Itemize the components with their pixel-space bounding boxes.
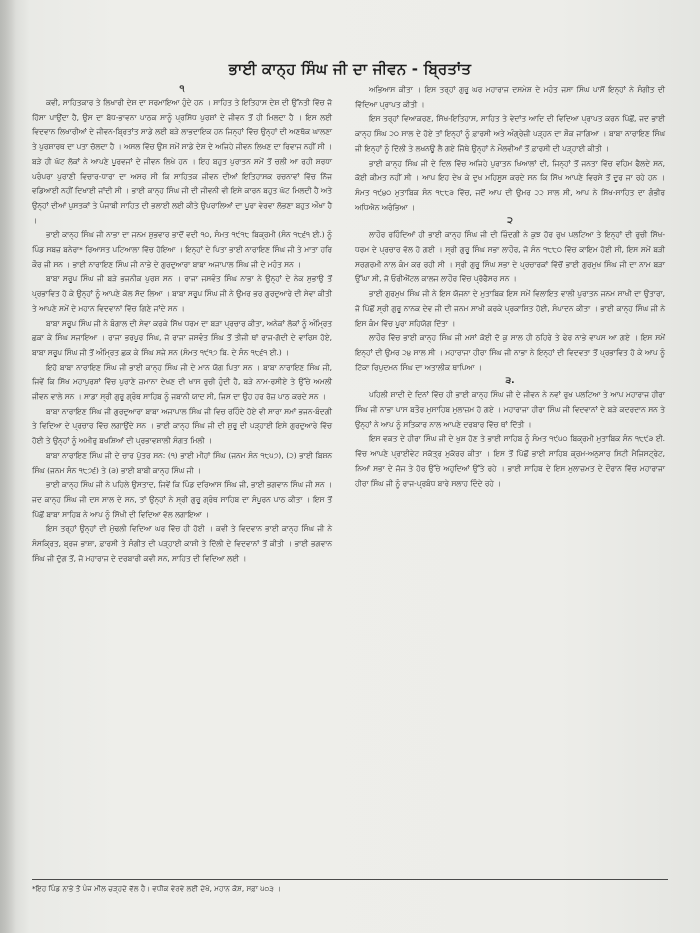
footnote-rule [32,879,668,880]
paragraph: ਭਾਈ ਕਾਨ੍ਹ ਸਿੰਘ ਜੀ ਨੇ ਪਹਿਲੇ ਉਸਤਾਦ, ਜਿਵੇਂ ਕਿ ਪਿੰਡ ਦਰਿਆਸ ਸਿੰਘ ਜੀ, ਭਾਈ ਭਗਵਾਨ ਸਿੰਘ ਜੀ ਸਨ । ਜਦ ਕਾਨ੍ਹ ਸਿੰਘ ਜੀ ਦਸ ਸਾਲ ਦੇ ਸਨ, ਤਾਂ ਉਨ੍ਹਾਂ ਨੇ ਸ੍ਰੀ ਗੁਰੂ ਗ੍ਰੰਥ ਸਾਹਿਬ ਦਾ ਸੰਪੂਰਨ ਪਾਠ ਕੀਤਾ । ਇਸ ਤੋਂ ਪਿੱਛੋਂ ਬਾਬਾ ਸਾਹਿਬ ਨੇ ਆਪ ਨੂੰ ਸਿੱਖੀ ਦੀ ਵਿਦਿਆ ਵੱਲ ਲਗਾਇਆ । [32,480,332,519]
paragraph: ਲਾਹੌਰ ਰਹਿੰਦਿਆਂ ਹੀ ਭਾਈ ਕਾਨ੍ਹ ਸਿੰਘ ਜੀ ਦੀ ਜ਼ਿੰਦਗੀ ਨੇ ਕੁਝ ਹੋਰ ਰੁਖ ਪਲਟਿਆ ਤੇ ਇਨ੍ਹਾਂ ਦੀ ਰੁਚੀ ਸਿੱਖ-ਧਰਮ ਦੇ ਪ੍ਰਚਾਰ ਵੱਲ ਹੋ ਗਈ । ਸ੍ਰੀ ਗੁਰੂ ਸਿੰਘ ਸਭਾ ਲਾਹੌਰ, ਜੋ ਸੰਨ ੧੮੮੦ ਵਿੱਚ ਕਾਇਮ ਹੋਈ ਸੀ, ਇਸ ਸਮੇਂ ਬੜੀ ਸਰਗਰਮੀ ਨਾਲ ਕੰਮ ਕਰ ਰਹੀ ਸੀ । ਸ੍ਰੀ ਗੁਰੂ ਸਿੰਘ ਸਭਾ ਦੇ ਪ੍ਰਚਾਰਕਾਂ ਵਿੱਚੋਂ ਭਾਈ ਗੁਰਮੁਖ ਸਿੰਘ ਜੀ ਦਾ ਨਾਮ ਬੜਾ ਉੱਘਾ ਸੀ, ਜੋ ਓਰੀਐਂਟਲ ਕਾਲਜ ਲਾਹੌਰ ਵਿੱਚ ਪ੍ਰੋਫੈਸਰ ਸਨ । [355,230,665,284]
paragraph: ਇਸ ਤਰ੍ਹਾਂ ਵਿਆਕਰਣ, ਸਿੱਖ-ਇਤਿਹਾਸ, ਸਾਹਿਤ ਤੇ ਵੇਦਾਂਤ ਆਦਿ ਦੀ ਵਿਦਿਆ ਪ੍ਰਾਪਤ ਕਰਨ ਪਿੱਛੋਂ, ਜਦ ਭਾਈ ਕਾਨ੍ਹ ਸਿੰਘ ੨੦ ਸਾਲ ਦੇ ਹੋਏ ਤਾਂ ਇਨ੍ਹਾਂ ਨੂੰ ਫ਼ਾਰਸੀ ਅਤੇ ਅੰਗ੍ਰੇਜ਼ੀ ਪੜ੍ਹਨ ਦਾ ਸ਼ੌਕ ਜਾਗਿਆ । ਬਾਬਾ ਨਾਰਾਇਣ ਸਿੰਘ ਜੀ ਇਨ੍ਹਾਂ ਨੂੰ ਦਿੱਲੀ ਤੇ ਲਖਨਊ ਲੈ ਗਏ ਜਿੱਥੇ ਉਨ੍ਹਾਂ ਨੇ ਮੌਲਵੀਆਂ ਤੋਂ ਫ਼ਾਰਸੀ ਦੀ ਪੜ੍ਹਾਈ ਕੀਤੀ । [355,114,665,153]
left-column [32,83,332,567]
paragraph: ਬਾਬਾ ਸਰੂਪ ਸਿੰਘ ਜੀ ਬੜੇ ਭਜਨੀਕ ਪੁਰਸ਼ ਸਨ । ਰਾਜਾ ਜਸਵੰਤ ਸਿੰਘ ਨਾਭਾ ਨੇ ਉਨ੍ਹਾਂ ਦੇ ਨੇਕ ਸੁਭਾਉ ਤੋਂ ਪ੍ਰਭਾਵਿਤ ਹੋ ਕੇ ਉਨ੍ਹਾਂ ਨੂੰ ਆਪਣੇ ਕੋਲ ਸੱਦ ਲਿਆ । ਬਾਬਾ ਸਰੂਪ ਸਿੰਘ ਜੀ ਨੇ ਉਮਰ ਭਰ ਗੁਰਦੁਆਰੇ ਦੀ ਸੇਵਾ ਕੀਤੀ ਤੇ ਆਪਣੇ ਸਮੇਂ ਦੇ ਮਹਾਨ ਵਿਦਵਾਨਾਂ ਵਿੱਚ ਗਿਣੇ ਜਾਂਦੇ ਸਨ । [32,274,332,313]
paragraph: ਲਾਹੌਰ ਵਿੱਚ ਭਾਈ ਕਾਨ੍ਹ ਸਿੰਘ ਜੀ ਮਸਾਂ ਕੋਈ ਦੋ ਕੁ ਸਾਲ ਹੀ ਠਹਿਰੇ ਤੇ ਫੇਰ ਨਾਭੇ ਵਾਪਸ ਆ ਗਏ । ਇਸ ਸਮੇਂ ਇਨ੍ਹਾਂ ਦੀ ਉਮਰ ੨੪ ਸਾਲ ਸੀ । ਮਹਾਰਾਜਾ ਹੀਰਾ ਸਿੰਘ ਜੀ ਨਾਭਾ ਨੇ ਇਨ੍ਹਾਂ ਦੀ ਵਿਦਵਤਾ ਤੋਂ ਪ੍ਰਭਾਵਿਤ ਹੋ ਕੇ ਆਪ ਨੂੰ ਟਿੱਕਾ ਰਿਪੁਦਮਨ ਸਿੰਘ ਦਾ ਅਤਾਲੀਕ ਥਾਪਿਆ । [355,333,665,372]
page-title: ਭਾਈ ਕਾਨ੍ਹ ਸਿੰਘ ਜੀ ਦਾ ਜੀਵਨ - ਬ੍ਰਿਤਾਂਤ [228,60,472,78]
paragraph: ਬਾਬਾ ਨਾਰਾਇਣ ਸਿੰਘ ਜੀ ਦੇ ਚਾਰ ਪੁੱਤਰ ਸਨ: (੧) ਭਾਈ ਮੀਹਾਂ ਸਿੰਘ (ਜਨਮ ਸੰਨ ੧੮੫੭), (੨) ਭਾਈ ਬਿਸ਼ਨ ਸਿੰਘ (ਜਨਮ ਸੰਨ ੧੮੭੬) ਤੇ (੩) ਭਾਈ ਬਾਬੀ ਕਾਨ੍ਹ ਸਿੰਘ ਜੀ । [32,450,332,475]
footnote: *ਇਹ ਪਿੰਡ ਨਾਭੇ ਤੋਂ ਪੰਜ ਮੀਲ ਚੜ੍ਹਦੇ ਵੱਲ ਹੈ। ਵਧੀਕ ਵੇਰਵੇ ਲਈ ਦੇਖੋ, ਮਹਾਨ ਕੋਸ਼, ਸਫ਼ਾ ੫੦੩ । [32,884,281,893]
paragraph: ਕਵੀ, ਸਾਹਿਤਕਾਰ ਤੇ ਲਿਖਾਰੀ ਦੇਸ਼ ਦਾ ਸਰਮਾਇਆ ਹੁੰਦੇ ਹਨ । ਸਾਹਿਤ ਤੇ ਇਤਿਹਾਸ ਦੇਸ਼ ਦੀ ਉੱਨਤੀ ਵਿੱਚ ਜੋ ਹਿੱਸਾ ਪਾਉਂਦਾ ਹੈ, ਉਸ ਦਾ ਬੋਧ-ਭਾਵਨਾ ਪਾਠਕ ਸਾਨੂੰ ਪ੍ਰਸਿੱਧ ਪੁਰਸ਼ਾਂ ਦੇ ਜੀਵਨ ਤੋਂ ਹੀ ਮਿਲਦਾ ਹੈ । ਇਸ ਲਈ ਵਿਦਵਾਨ ਲਿਖਾਰੀਆਂ ਦੇ ਜੀਵਨ-ਬ੍ਰਿਤਾਂਤ ਸਾਡੇ ਲਈ ਬੜੇ ਲਾਭਦਾਇਕ ਹਨ ਜਿਨ੍ਹਾਂ ਵਿੱਚ ਉਨ੍ਹਾਂ ਦੀ ਅਣਥੱਕ ਘਾਲਣਾ ਤੇ ਪੁਰਸ਼ਾਰਥ ਦਾ ਪਤਾ ਚੱਲਦਾ ਹੈ । ਅਸਲ ਵਿੱਚ ਉਸ ਸਮੇਂ ਸਾਡੇ ਦੇਸ਼ ਦੇ ਅਜਿਹੇ ਜੀਵਨ ਲਿਖਣ ਦਾ ਰਿਵਾਜ ਨਹੀਂ ਸੀ । ਬੜੇ ਹੀ ਘੱਟ ਲੋਕਾਂ ਨੇ ਆਪਣੇ ਪੂਰਵਜਾਂ ਦੇ ਜੀਵਨ ਲਿਖੇ ਹਨ । ਇਹ ਬਹੁਤ ਪੁਰਾਤਨ ਸਮੇਂ ਤੋਂ ਚਲੀ ਆ ਰਹੀ ਸ਼ਰਧਾ ਪਰੰਪਰਾ ਪੁਰਾਣੀ ਵਿਚਾਰ-ਧਾਰਾ ਦਾ ਅਸਰ ਸੀ ਕਿ ਸਾਹਿਤਕ ਜੀਵਨ ਦੀਆਂ ਇਤਿਹਾਸਕ ਰਚਨਾਵਾਂ ਵਿੱਚ ਨਿੱਜ ਵਡਿਆਈ ਨਹੀਂ ਦਿਖਾਈ ਜਾਂਦੀ ਸੀ । ਭਾਈ ਕਾਨ੍ਹ ਸਿੰਘ ਜੀ ਦੀ ਜੀਵਨੀ ਵੀ ਇਸੇ ਕਾਰਨ ਬਹੁਤ ਘੱਟ ਮਿਲਦੀ ਹੈ ਅਤੇ ਉਨ੍ਹਾਂ ਦੀਆਂ ਪੁਸਤਕਾਂ ਤੇ ਪੰਜਾਬੀ ਸਾਹਿਤ ਦੀ ਭਲਾਈ ਲਈ ਕੀਤੇ ਉਪਰਾਲਿਆਂ ਦਾ ਪੂਰਾ ਵੇਰਵਾ ਲੱਭਣਾ ਬਹੁਤ ਔਖਾ ਹੈ । [32,98,333,225]
paragraph: ਭਾਈ ਗੁਰਮੁਖ ਸਿੰਘ ਜੀ ਨੇ ਇਸ ਯੋਜਨਾ ਦੇ ਮੁਤਾਬਿਕ ਇਸ ਸਮੇਂ ਵਿਲਾਇਤ ਵਾਲੀ ਪੁਰਾਤਨ ਜਨਮ ਸਾਖੀ ਦਾ ਉਤਾਰਾ, ਜੋ ਪਿੱਛੋਂ ਸ੍ਰੀ ਗੁਰੂ ਨਾਨਕ ਦੇਵ ਜੀ ਦੀ ਜਨਮ ਸਾਖੀ ਕਰਕੇ ਪ੍ਰਕਾਸ਼ਿਤ ਹੋਈ, ਸੰਪਾਦਨ ਕੀਤਾ । ਭਾਈ ਕਾਨ੍ਹ ਸਿੰਘ ਜੀ ਨੇ ਇਸ ਕੰਮ ਵਿੱਚ ਪੂਰਾ ਸਹਿਯੋਗ ਦਿੱਤਾ । [355,289,665,328]
paragraph: ਇਸ ਤਰ੍ਹਾਂ ਉਨ੍ਹਾਂ ਦੀ ਮੁੱਢਲੀ ਵਿਦਿਆ ਘਰ ਵਿੱਚ ਹੀ ਹੋਈ । ਕਵੀ ਤੇ ਵਿਦਵਾਨ ਭਾਈ ਕਾਨ੍ਹ ਸਿੰਘ ਜੀ ਨੇ ਸੰਸਕ੍ਰਿਤ, ਬ੍ਰਜ ਭਾਸ਼ਾ, ਫ਼ਾਰਸੀ ਤੇ ਸੰਗੀਤ ਦੀ ਪੜ੍ਹਾਈ ਕਾਸ਼ੀ ਤੇ ਦਿੱਲੀ ਦੇ ਵਿਦਵਾਨਾਂ ਤੋਂ ਕੀਤੀ । ਭਾਈ ਭਗਵਾਨ ਸਿੰਘ ਜੀ ਦੁੱਗ ਤੋਂ, ਜੋ ਮਹਾਰਾਜ ਦੇ ਦਰਬਾਰੀ ਕਵੀ ਸਨ, ਸਾਹਿਤ ਦੀ ਵਿਦਿਆ ਲਈ । [32,524,332,563]
paragraph: ਬਾਬਾ ਸਰੂਪ ਸਿੰਘ ਜੀ ਨੇ ਬੰਗਾਲ ਦੀ ਸੇਵਾ ਕਰਕੇ ਸਿੱਖ ਧਰਮ ਦਾ ਬੜਾ ਪ੍ਰਚਾਰ ਕੀਤਾ, ਅਨੇਕਾਂ ਲੋਕਾਂ ਨੂੰ ਅੰਮ੍ਰਿਤ ਛਕਾ ਕੇ ਸਿੰਘ ਸਜਾਇਆ । ਰਾਜਾ ਭਰਪੂਰ ਸਿੰਘ, ਜੋ ਰਾਜਾ ਜਸਵੰਤ ਸਿੰਘ ਤੋਂ ਤੀਜੀ ਥਾਂ ਰਾਜ-ਗੱਦੀ ਦੇ ਵਾਰਿਸ ਹੋਏ, ਬਾਬਾ ਸਰੂਪ ਸਿੰਘ ਜੀ ਤੋਂ ਅੰਮ੍ਰਿਤ ਛਕ ਕੇ ਸਿੰਘ ਸਜੇ ਸਨ (ਸੰਮਤ ੧੯੧੭ ਬਿ. ਦੇ ਸੰਨ ੧੮੬੧ ਈ.) । [32,318,332,357]
paragraph: ਭਾਈ ਕਾਨ੍ਹ ਸਿੰਘ ਜੀ ਨਾਭਾ ਦਾ ਜਨਮ ਸ਼ੁਭਵਾਰ ਭਾਦੋਂ ਵਦੀ ੧੦, ਸੰਮਤ ੧੯੧੮ ਬਿਕ੍ਰਮੀ (ਸੰਨ ੧੮੬੧ ਈ.) ਨੂੰ ਪਿੰਡ ਸਬਜ਼ ਬਨੇਰਾ* ਰਿਆਸਤ ਪਟਿਆਲਾ ਵਿੱਚ ਹੋਇਆ । ਇਨ੍ਹਾਂ ਦੇ ਪਿਤਾ ਭਾਈ ਨਾਰਾਇਣ ਸਿੰਘ ਜੀ ਤੇ ਮਾਤਾ ਹਰਿ ਕੌਰ ਜੀ ਸਨ । ਭਾਈ ਨਾਰਾਇਣ ਸਿੰਘ ਜੀ ਨਾਭੇ ਦੇ ਗੁਰਦੁਆਰਾ ਬਾਬਾ ਅਜਾਪਾਲ ਸਿੰਘ ਜੀ ਦੇ ਮਹੰਤ ਸਨ । [32,230,332,269]
page-gutter-shadow [0,0,16,933]
section-number: ੨ [507,216,513,227]
paragraph: ਭਾਈ ਕਾਨ੍ਹ ਸਿੰਘ ਜੀ ਦੇ ਦਿਲ ਵਿੱਚ ਅਜਿਹੇ ਪੁਰਾਤਨ ਖਿਆਲਾਂ ਦੀ, ਜਿਨ੍ਹਾਂ ਤੋਂ ਜਨਤਾ ਵਿੱਚ ਵਹਿਮ ਫੈਲਦੇ ਸਨ, ਕੋਈ ਕੀਮਤ ਨਹੀਂ ਸੀ । ਆਪ ਇਹ ਦੇਖ ਕੇ ਦੁਖ ਮਹਿਸੂਸ ਕਰਦੇ ਸਨ ਕਿ ਸਿੱਖ ਆਪਣੇ ਵਿਰਸੇ ਤੋਂ ਦੂਰ ਜਾ ਰਹੇ ਹਨ । ਸੰਮਤ ੧੯੪੦ ਮੁਤਾਬਿਕ ਸੰਨ ੧੮੮੩ ਵਿੱਚ, ਜਦੋਂ ਆਪ ਦੀ ਉਮਰ ੨੨ ਸਾਲ ਸੀ, ਆਪ ਨੇ ਸਿੱਖ-ਸਾਹਿਤ ਦਾ ਗੰਭੀਰ ਅਧਿਐਨ ਅਰੰਭਿਆ । [355,158,665,212]
paragraph: ਅਭਿਆਸ ਕੀਤਾ । ਇਸ ਤਰ੍ਹਾਂ ਗੁਰੂ ਘਰ ਮਹਾਰਾਜ ਦਸਮੇਸ਼ ਦੇ ਮਹੰਤ ਜਸਾ ਸਿੰਘ ਪਾਸੋਂ ਇਨ੍ਹਾਂ ਨੇ ਸੰਗੀਤ ਦੀ ਵਿੱਦਿਆ ਪ੍ਰਾਪਤ ਕੀਤੀ । [355,85,665,109]
right-column [355,83,665,491]
paragraph: ਬਾਬਾ ਨਾਰਾਇਣ ਸਿੰਘ ਜੀ ਗੁਰਦੁਆਰਾ ਬਾਬਾ ਅਜਾਪਾਲ ਸਿੰਘ ਜੀ ਵਿਚ ਰਹਿੰਦੇ ਹੋਏ ਵੀ ਸਾਰਾ ਸਮਾਂ ਭਜਨ-ਬੰਦਗੀ ਤੇ ਵਿਦਿਆ ਦੇ ਪ੍ਰਚਾਰ ਵਿੱਚ ਲਗਾਉਂਦੇ ਸਨ । ਭਾਈ ਕਾਨ੍ਹ ਸਿੰਘ ਜੀ ਦੀ ਸ਼ੁਰੂ ਦੀ ਪੜ੍ਹਾਈ ਇਸੇ ਗੁਰਦੁਆਰੇ ਵਿੱਚ ਹੋਈ ਤੇ ਉਨ੍ਹਾਂ ਨੂੰ ਅਮੀਰੁ ਬਖਸ਼ਿਆਂ ਦੀ ਪ੍ਰਭਾਵਸ਼ਾਲੀ ਸੰਗਤ ਮਿਲੀ । [32,406,332,446]
paragraph: ਇਸ ਵਕਤ ਦੇ ਹੀਰਾ ਸਿੰਘ ਜੀ ਦੇ ਖੁਸ਼ ਹੋਣ ਤੇ ਭਾਈ ਸਾਹਿਬ ਨੂੰ ਸੰਮਤ ੧੯੫੦ ਬਿਕ੍ਰਮੀ ਮੁਤਾਬਿਕ ਸੰਨ ੧੮੯੩ ਈ. ਵਿੱਚ ਆਪਣੇ ਪ੍ਰਾਈਵੇਟ ਸਕੱਤ੍ਰ ਮੁਕੱਰਰ ਕੀਤਾ । ਇਸ ਤੋਂ ਪਿੱਛੋਂ ਭਾਈ ਸਾਹਿਬ ਕ੍ਰਮ-ਅਨੁਸਾਰ ਸਿਟੀ ਮੈਜਿਸਟ੍ਰੇਟ, ਨਿਆਂ ਸਭਾ ਦੇ ਜੱਜ ਤੇ ਹੋਰ ਉੱਚੇ ਅਹੁਦਿਆਂ ਉੱਤੇ ਰਹੇ । ਭਾਈ ਸਾਹਿਬ ਦੇ ਇਸ ਮੁਲਾਜ਼ਮਤ ਦੇ ਦੌਰਾਨ ਵਿੱਚ ਮਹਾਰਾਜਾ ਹੀਰਾ ਸਿੰਘ ਜੀ ਨੂੰ ਰਾਜ-ਪ੍ਰਬੰਧ ਬਾਰੇ ਸਲਾਹ ਦਿੰਦੇ ਰਹੇ । [355,434,665,488]
section-number: ੧ [179,84,185,94]
paragraph: ਇਹੋ ਬਾਬਾ ਨਾਰਾਇਣ ਸਿੰਘ ਜੀ ਭਾਈ ਕਾਨ੍ਹ ਸਿੰਘ ਜੀ ਦੇ ਮਾਨ ਯੋਗ ਪਿਤਾ ਸਨ । ਬਾਬਾ ਨਾਰਾਇਣ ਸਿੰਘ ਜੀ, ਜਿਵੇਂ ਕਿ ਸਿੱਖ ਮਹਾਪੁਰਸ਼ਾਂ ਵਿੱਚ ਪੁਰਾਣੇ ਜ਼ਮਾਨਾ ਦੇਖਣ ਦੀ ਖਾਸ ਰੁਚੀ ਹੁੰਦੀ ਹੈ, ਬੜੇ ਨਾਮ-ਰਸੀਏ ਤੇ ਉੱਚੇ ਅਮਲੀ ਜੀਵਨ ਵਾਲੇ ਸਨ । ਸਾਡਾ ਸ੍ਰੀ ਗੁਰੂ ਗ੍ਰੰਥ ਸਾਹਿਬ ਨੂੰ ਜਬਾਨੀ ਯਾਦ ਸੀ, ਜਿਸ ਦਾ ਉਹ ਹਰ ਰੋਜ਼ ਪਾਠ ਕਰਦੇ ਸਨ । [32,362,332,402]
section-number: ੩. [505,376,515,387]
paragraph: ਪਹਿਲੀ ਸ਼ਾਦੀ ਦੇ ਦਿਨਾਂ ਵਿੱਚ ਹੀ ਭਾਈ ਕਾਨ੍ਹ ਸਿੰਘ ਜੀ ਦੇ ਜੀਵਨ ਨੇ ਨਵਾਂ ਰੁਖ ਪਲਟਿਆ ਤੇ ਆਪ ਮਹਾਰਾਜ ਹੀਰਾ ਸਿੰਘ ਜੀ ਨਾਭਾ ਪਾਸ ਬਤੌਰ ਮੁਸਾਹਿਬ ਮੁਲਾਜ਼ਮ ਹੋ ਗਏ । ਮਹਾਰਾਜਾ ਹੀਰਾ ਸਿੰਘ ਜੀ ਵਿਦਵਾਨਾਂ ਦੇ ਬੜੇ ਕਦਰਦਾਨ ਸਨ ਤੇ ਉਨ੍ਹਾਂ ਨੇ ਆਪ ਨੂੰ ਸਤਿਕਾਰ ਨਾਲ ਆਪਣੇ ਦਰਬਾਰ ਵਿੱਚ ਥਾਂ ਦਿੱਤੀ । [355,390,665,429]
